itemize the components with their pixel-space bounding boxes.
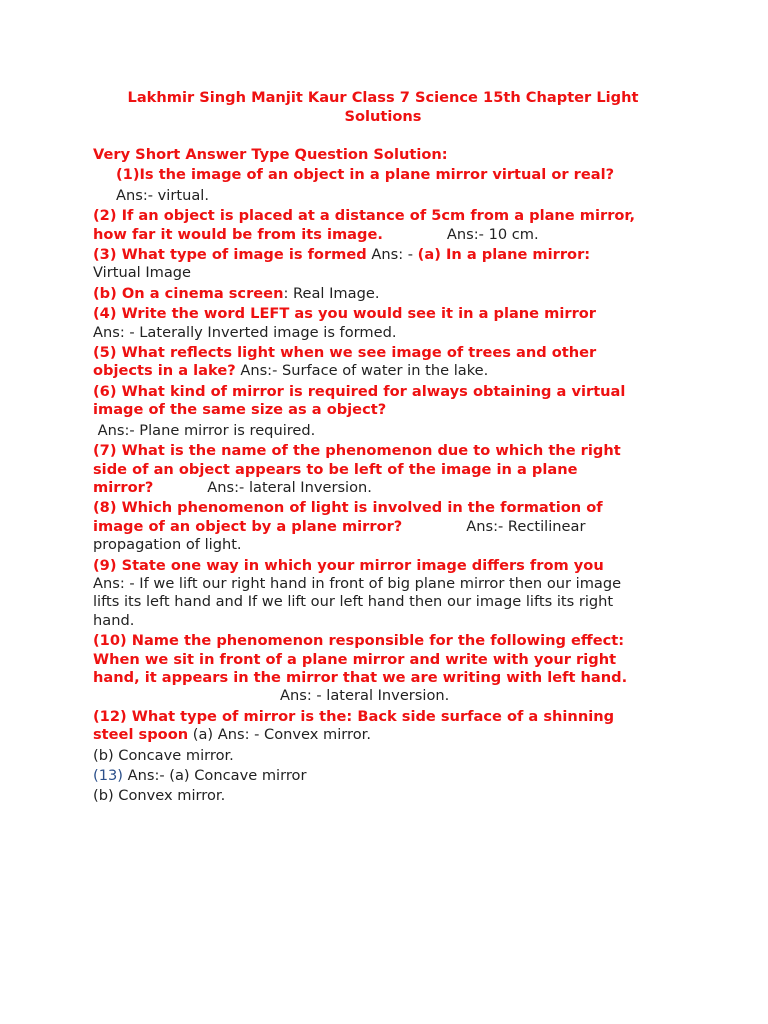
answer-1: Ans:- virtual. [116,186,209,204]
answer-3-prefix: Ans: - [371,246,414,264]
question-9-text: (9) State one way in which your mirror image differs from you [93,556,604,574]
question-7-line-1: (7) What is the name of the phenomenon due to which the right [93,442,621,460]
answer-13a: Ans:- (a) Concave mirror [122,767,307,784]
question-13 [93,767,678,785]
answer-8-line-1: Ans:- Rectilinear [466,517,586,535]
answer-5: Ans:- Surface of water in the lake. [240,362,489,380]
question-6-line-2: image of the same size as a object? [93,401,387,419]
question-12b [93,747,678,765]
question-1 [93,166,678,205]
answer-13b: (b) Convex mirror. [93,787,226,805]
document-page [93,88,678,808]
question-8-line-1: (8) Which phenomenon of light is involved in the formation of [93,499,603,517]
question-5 [93,344,678,381]
question-10-line-3: hand, it appears in the mirror that we are writing with left hand. [93,668,628,686]
answer-9-line-3: hand. [93,611,135,629]
question-12 [93,708,678,745]
question-13b [93,787,678,805]
question-8-line-2: image of an object by a plane mirror? [93,517,403,535]
question-3 [93,246,678,283]
question-10-line-1: (10) Name the phenomenon responsible for the following effect: [93,632,625,650]
section-heading: Very Short Answer Type Question Solution: [93,146,448,163]
title-line-1: Lakhmir Singh Manjit Kaur Class 7 Science 15th Chapter Light [127,89,639,106]
answer-3b: : Real Image. [283,284,380,302]
question-2 [93,207,678,244]
answer-9-line-1: Ans: - If we lift our right hand in front of big plane mirror then our image [93,574,622,592]
answer-10: Ans: - lateral Inversion. [280,687,450,705]
question-9 [93,557,678,631]
question-7-line-2: side of an object appears to be left of the image in a plane [93,460,578,478]
question-2-line-2: how far it would be from its image. [93,225,383,243]
question-6-line-1: (6) What kind of mirror is required for always obtaining a virtual [93,382,626,400]
question-10-line-2: When we sit in front of a plane mirror and write with your right [93,650,617,668]
answer-3a: Virtual Image [93,264,192,282]
question-12-line-2: steel spoon [93,726,189,744]
question-4 [93,305,678,342]
answer-7: Ans:- lateral Inversion. [207,478,372,496]
question-3-text: (3) What type of image is formed [93,246,367,264]
question-2-line-1: (2) If an object is placed at a distance of 5cm from a plane mirror, [93,207,636,225]
question-7 [93,442,678,497]
question-13-label: (13) [93,767,123,784]
answer-8-line-2: propagation of light. [93,536,242,554]
answer-12a: (a) Ans: - Convex mirror. [188,726,371,744]
question-3-part-b: (b) On a cinema screen [93,284,284,302]
answer-2: Ans:- 10 cm. [446,225,539,243]
answer-12b: (b) Concave mirror. [93,746,234,764]
question-5-line-2: objects in a lake? [93,362,236,380]
question-12-line-1: (12) What type of mirror is the: Back side surface of a shinning [93,707,615,725]
question-3-part-a: (a) In a plane mirror: [417,246,591,264]
question-5-line-1: (5) What reflects light when we see image of trees and other [93,344,597,362]
answer-9-line-2: lifts its left hand and If we lift our left hand then our image lifts its right [93,593,614,611]
question-6 [93,383,678,440]
question-3b [93,285,678,303]
document-title [83,88,683,126]
answer-6: Ans:- Plane mirror is required. [93,421,316,439]
title-line-2: Solutions [344,108,422,125]
question-4-text: (4) Write the word LEFT as you would see it in a plane mirror [93,305,596,323]
question-1-text: (1)Is the image of an object in a plane mirror virtual or real? [116,166,615,184]
question-8 [93,499,678,554]
question-10 [93,632,678,706]
question-7-line-3: mirror? [93,478,154,496]
answer-4: Ans: - Laterally Inverted image is formed. [93,323,397,341]
